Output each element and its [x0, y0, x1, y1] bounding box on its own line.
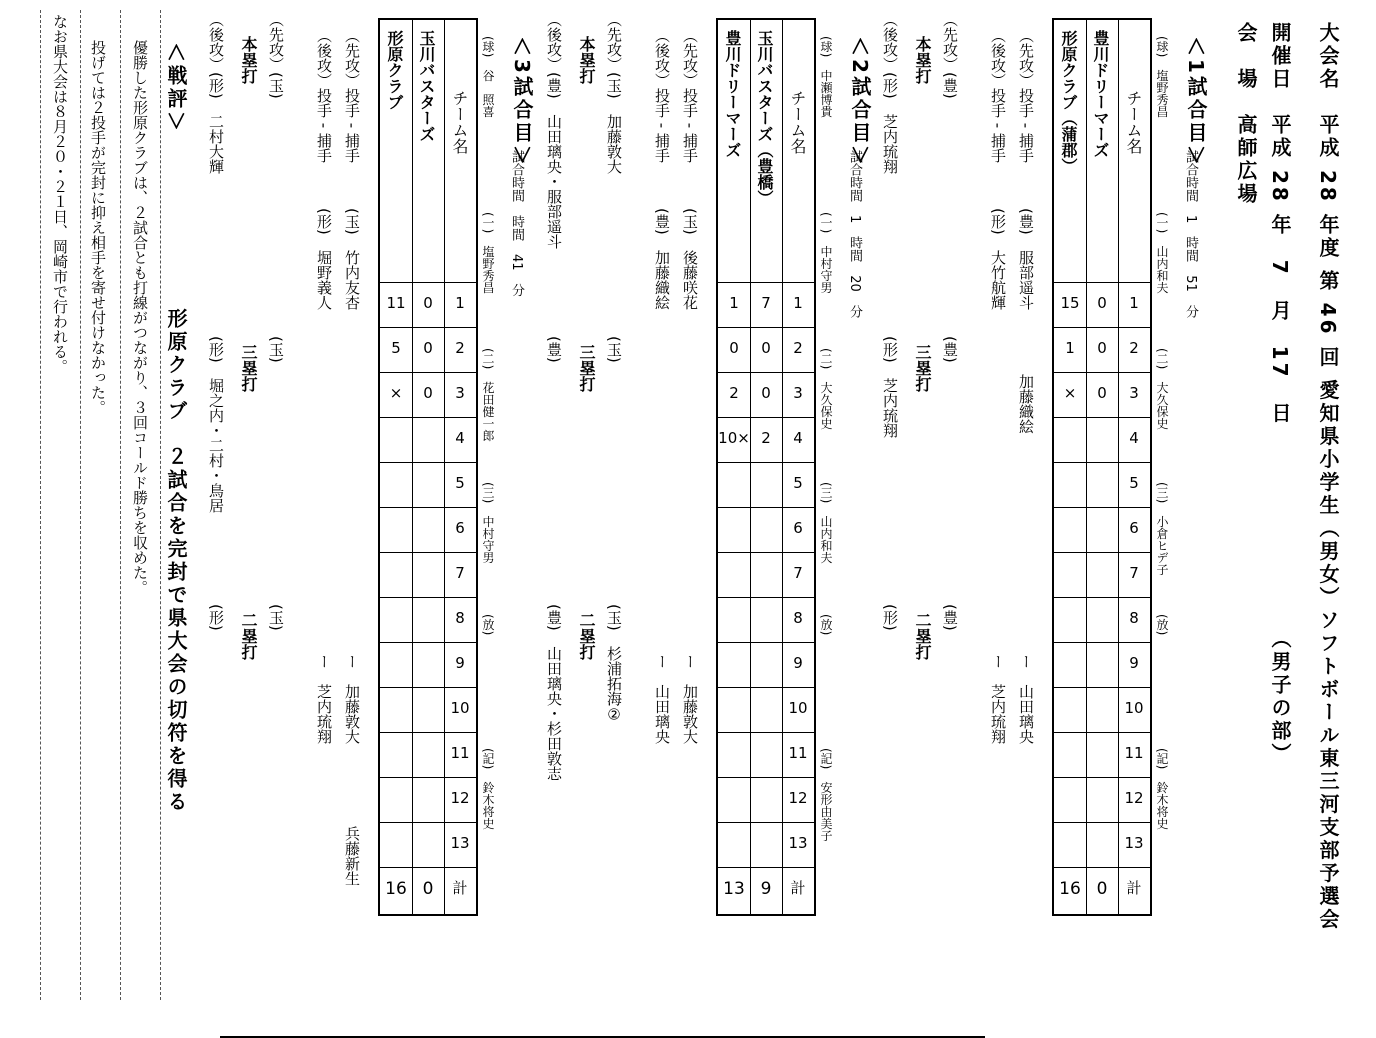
- table-rule: [380, 282, 476, 283]
- inning-number: 計: [790, 879, 806, 897]
- inning-number: 2: [793, 339, 803, 357]
- hit-type-label: 二塁打: [577, 612, 596, 660]
- hit-top-team: (玉) 杉浦拓海②: [605, 604, 623, 724]
- inning-number: 6: [1129, 519, 1139, 537]
- relief-battery: ー 芝内琉翔: [315, 654, 333, 744]
- inning-number: 13: [788, 834, 808, 852]
- umpire-entry: (三) 中村守男: [481, 482, 495, 564]
- hit-bottom-team: （後攻）(形) 二村大輝: [207, 12, 225, 174]
- venue: 会 場 高師広場: [1234, 22, 1258, 206]
- hit-type-label: 本塁打: [577, 36, 596, 84]
- score-cell: 5: [391, 339, 401, 357]
- score-cell: 0: [761, 339, 771, 357]
- game-label: ＜1試合目＞: [1184, 36, 1208, 168]
- inning-number: 3: [455, 384, 465, 402]
- inning-number: 5: [793, 474, 803, 492]
- table-rule: [1054, 327, 1150, 328]
- pitcher-name: (形) 大竹航輝: [989, 208, 1007, 310]
- pitcher-name: (豊) 加藤織絵: [653, 208, 671, 310]
- inning-number: 11: [1124, 744, 1144, 762]
- game-time: 試合時間 1 時間 51 分: [1183, 150, 1198, 318]
- table-rule: [718, 462, 814, 463]
- hit-type-label: 本塁打: [239, 36, 258, 84]
- table-rule: [380, 642, 476, 643]
- inning-number: 計: [1126, 879, 1142, 897]
- inning-number: 13: [1124, 834, 1144, 852]
- table-rule: [718, 867, 814, 868]
- score-cell: 0: [422, 879, 434, 899]
- umpire-entry: (記) 鈴木将史: [481, 748, 495, 830]
- score-cell: 0: [1097, 384, 1107, 402]
- score-table: [378, 18, 478, 916]
- table-rule: [380, 327, 476, 328]
- inning-number: 1: [793, 294, 803, 312]
- table-rule: [1054, 282, 1150, 283]
- score-cell: 1: [729, 294, 739, 312]
- score-cell: 0: [729, 339, 739, 357]
- battery-side: （先攻）投手 - 捕手: [681, 28, 699, 163]
- pitcher-name: (豊) 服部遥斗: [1017, 208, 1035, 310]
- inning-number: 10: [1124, 699, 1144, 717]
- table-rule: [1054, 642, 1150, 643]
- inning-number: 5: [455, 474, 465, 492]
- umpire-entry: (三) 山内和夫: [819, 482, 833, 564]
- hit-type-label: 二塁打: [913, 612, 932, 660]
- hit-top-team: (玉): [267, 336, 285, 363]
- table-rule: [718, 732, 814, 733]
- umpire-entry: (三) 小倉ヒデ子: [1155, 482, 1169, 576]
- table-rule: [718, 327, 814, 328]
- inning-number: 11: [788, 744, 808, 762]
- inning-number: 9: [455, 654, 465, 672]
- inning-number: 計: [452, 879, 468, 897]
- inning-number: 8: [793, 609, 803, 627]
- table-rule: [380, 552, 476, 553]
- table-rule: [380, 867, 476, 868]
- game-time: 試合時間 1 時間 20 分: [847, 150, 862, 318]
- table-rule: [718, 417, 814, 418]
- table-rule: [718, 822, 814, 823]
- score-table: [716, 18, 816, 916]
- relief-catcher: 兵藤新生: [343, 826, 361, 886]
- table-rule: [380, 372, 476, 373]
- umpire-entry: (記) 安形由美子: [819, 748, 833, 842]
- umpire-entry: (放): [819, 614, 833, 636]
- inning-column: [1118, 20, 1151, 914]
- inning-column: [444, 20, 477, 914]
- table-rule: [1054, 597, 1150, 598]
- hit-type-label: 三塁打: [913, 344, 932, 392]
- score-cell: 13: [723, 879, 745, 899]
- score-cell: 2: [761, 429, 771, 447]
- inning-number: 6: [455, 519, 465, 537]
- inning-number: 10: [450, 699, 470, 717]
- inning-number: 13: [450, 834, 470, 852]
- hit-top-team: （先攻）(豊): [941, 12, 959, 99]
- inning-number: 8: [1129, 609, 1139, 627]
- inning-number: 1: [1129, 294, 1139, 312]
- divider-line: [160, 10, 161, 1000]
- inning-number: 2: [455, 339, 465, 357]
- score-cell: 0: [761, 384, 771, 402]
- table-rule: [718, 777, 814, 778]
- umpire-entry: (一) 塩野秀昌: [481, 212, 495, 294]
- umpire-entry: (記) 鈴木将史: [1155, 748, 1169, 830]
- team-name: 豊川ドリーマーズ: [1091, 30, 1110, 158]
- table-rule: [718, 507, 814, 508]
- hit-bottom-team: (豊) 山田璃央・杉田敦志: [545, 604, 563, 781]
- inning-number: 4: [793, 429, 803, 447]
- score-cell: 0: [423, 339, 433, 357]
- table-rule: [1054, 732, 1150, 733]
- battery-side: （後攻）投手 - 捕手: [653, 28, 671, 163]
- team-name: 玉川バスターズ（豊橋）: [755, 30, 774, 206]
- score-cell: 2: [729, 384, 739, 402]
- score-cell: 10×: [718, 429, 750, 447]
- hit-bottom-team: (形) 堀之内・二村・鳥居: [207, 336, 225, 513]
- umpire-entry: (球) 谷 照喜: [481, 36, 495, 118]
- team-name: 豊川ドリーマーズ: [723, 30, 742, 158]
- umpire-entry: (一) 山内和夫: [1155, 212, 1169, 294]
- table-rule: [718, 642, 814, 643]
- inning-number: 5: [1129, 474, 1139, 492]
- hit-type-label: 三塁打: [239, 344, 258, 392]
- inning-number: 4: [1129, 429, 1139, 447]
- relief-battery: ー 山田璃央: [1017, 654, 1035, 744]
- inning-number: 11: [450, 744, 470, 762]
- hit-bottom-team: (豊): [545, 336, 563, 363]
- score-cell: 15: [1060, 294, 1080, 312]
- table-rule: [380, 687, 476, 688]
- table-rule: [718, 552, 814, 553]
- inning-number: 7: [1129, 564, 1139, 582]
- score-cell: 9: [760, 879, 772, 899]
- inning-number: 7: [793, 564, 803, 582]
- divider-line: [120, 10, 121, 1000]
- relief-battery: ー 山田璃央: [653, 654, 671, 744]
- review-line-1: 優勝した形原クラブは、２試合とも打線がつながり、３回コールド勝ちを収めた。: [131, 40, 149, 595]
- inning-number: 7: [455, 564, 465, 582]
- table-rule: [1054, 507, 1150, 508]
- hit-top-team: (豊): [941, 604, 959, 631]
- battery-side: （後攻）投手 - 捕手: [989, 28, 1007, 163]
- hit-bottom-team: (形) 芝内琉翔: [881, 336, 899, 438]
- relief-battery: ー 芝内琉翔: [989, 654, 1007, 744]
- table-header: チーム名: [788, 90, 807, 154]
- team-column: [380, 20, 412, 914]
- table-rule: [380, 507, 476, 508]
- umpire-entry: (放): [481, 614, 495, 636]
- umpire-entry: (二) 大久保史: [819, 348, 833, 430]
- score-cell: 1: [1065, 339, 1075, 357]
- score-table: [1052, 18, 1152, 916]
- table-rule: [718, 687, 814, 688]
- hit-top-team: (豊): [941, 336, 959, 363]
- review-headline: 形原クラブ ２試合を完封で県大会の切符を得る: [164, 308, 188, 814]
- hit-type-label: 三塁打: [577, 344, 596, 392]
- hit-top-team: (玉): [267, 604, 285, 631]
- divider-line: [40, 10, 41, 1000]
- table-rule: [718, 597, 814, 598]
- table-rule: [1054, 822, 1150, 823]
- hit-type-label: 本塁打: [913, 36, 932, 84]
- divider-line: [80, 10, 81, 1000]
- relief-battery: ー 加藤敦大: [343, 654, 361, 744]
- team-name: 形原クラブ: [385, 30, 404, 110]
- pitcher-name: (玉) 後藤咲花: [681, 208, 699, 310]
- score-cell: 0: [1097, 339, 1107, 357]
- inning-column: [782, 20, 815, 914]
- inning-number: 12: [1124, 789, 1144, 807]
- hit-bottom-team: （後攻）(形) 芝内琉翔: [881, 12, 899, 174]
- table-rule: [380, 777, 476, 778]
- table-header: チーム名: [1124, 90, 1143, 154]
- inning-number: 12: [788, 789, 808, 807]
- umpire-entry: (球) 塩野秀昌: [1155, 36, 1169, 118]
- hit-bottom-team: （後攻）(豊) 山田璃央・服部遥斗: [545, 12, 563, 249]
- team-name: 形原クラブ（蒲郡）: [1059, 30, 1078, 174]
- hit-bottom-team: (形): [881, 604, 899, 631]
- catcher-name: 加藤織絵: [1017, 374, 1035, 434]
- table-rule: [380, 822, 476, 823]
- inning-number: 6: [793, 519, 803, 537]
- score-cell: ×: [389, 384, 403, 402]
- table-rule: [1054, 687, 1150, 688]
- table-rule: [1054, 777, 1150, 778]
- umpire-entry: (球) 中瀬博貴: [819, 36, 833, 118]
- score-cell: 0: [423, 384, 433, 402]
- inning-number: 3: [793, 384, 803, 402]
- review-line-3: なお県大会は８月２０・２１日、岡崎市で行われる。: [51, 14, 69, 374]
- inning-number: 3: [1129, 384, 1139, 402]
- game-time: 試合時間 時間 41 分: [509, 150, 524, 297]
- review-label: ＜戦評＞: [164, 42, 188, 134]
- inning-number: 1: [455, 294, 465, 312]
- table-rule: [1054, 372, 1150, 373]
- tournament-title: 大会名 平成 28 年度 第 46 回 愛知県小学生（男女）ソフトボール東三河支部予選会: [1316, 22, 1340, 932]
- table-rule: [380, 462, 476, 463]
- score-cell: 11: [386, 294, 406, 312]
- event-date: 開催日 平成 28 年 7 月 17 日: [1268, 22, 1292, 426]
- hit-top-team: (玉): [605, 336, 623, 363]
- battery-side: （後攻）投手 - 捕手: [315, 28, 333, 163]
- score-cell: ×: [1063, 384, 1077, 402]
- score-cell: 7: [761, 294, 771, 312]
- table-rule: [380, 597, 476, 598]
- team-column: [412, 20, 445, 914]
- inning-number: 12: [450, 789, 470, 807]
- table-rule: [1054, 867, 1150, 868]
- table-rule: [1054, 462, 1150, 463]
- pitcher-name: (形) 堀野義人: [315, 208, 333, 310]
- table-rule: [380, 417, 476, 418]
- umpire-entry: (一) 中村守男: [819, 212, 833, 294]
- hit-type-label: 二塁打: [239, 612, 258, 660]
- hit-bottom-team: (形): [207, 604, 225, 631]
- relief-battery: ー 加藤敦大: [681, 654, 699, 744]
- inning-number: 9: [1129, 654, 1139, 672]
- review-line-2: 投げては２投手が完封に抑え相手を寄せ付けなかった。: [89, 40, 107, 415]
- pitcher-name: (玉) 竹内友杏: [343, 208, 361, 310]
- umpire-entry: (二) 花田健一郎: [481, 348, 495, 442]
- score-cell: 0: [1097, 294, 1107, 312]
- score-cell: 16: [1059, 879, 1081, 899]
- inning-number: 4: [455, 429, 465, 447]
- umpire-entry: (放): [1155, 614, 1169, 636]
- table-rule: [1054, 417, 1150, 418]
- table-rule: [718, 372, 814, 373]
- game-label: ＜3試合目＞: [510, 36, 534, 168]
- hit-top-team: （先攻）(玉) 加藤敦大: [605, 12, 623, 174]
- hit-top-team: （先攻）(玉): [267, 12, 285, 99]
- category-label: （男子の部）: [1268, 628, 1292, 766]
- inning-number: 9: [793, 654, 803, 672]
- battery-side: （先攻）投手 - 捕手: [1017, 28, 1035, 163]
- score-cell: 0: [1096, 879, 1108, 899]
- table-rule: [718, 282, 814, 283]
- score-cell: 0: [423, 294, 433, 312]
- game-label: ＜2試合目＞: [848, 36, 872, 168]
- score-cell: 16: [385, 879, 407, 899]
- inning-number: 10: [788, 699, 808, 717]
- table-rule: [1054, 552, 1150, 553]
- battery-side: （先攻）投手 - 捕手: [343, 28, 361, 163]
- umpire-entry: (二) 大久保史: [1155, 348, 1169, 430]
- table-header: チーム名: [450, 90, 469, 154]
- table-rule: [380, 732, 476, 733]
- team-name: 玉川バスターズ: [417, 30, 436, 142]
- inning-number: 2: [1129, 339, 1139, 357]
- inning-number: 8: [455, 609, 465, 627]
